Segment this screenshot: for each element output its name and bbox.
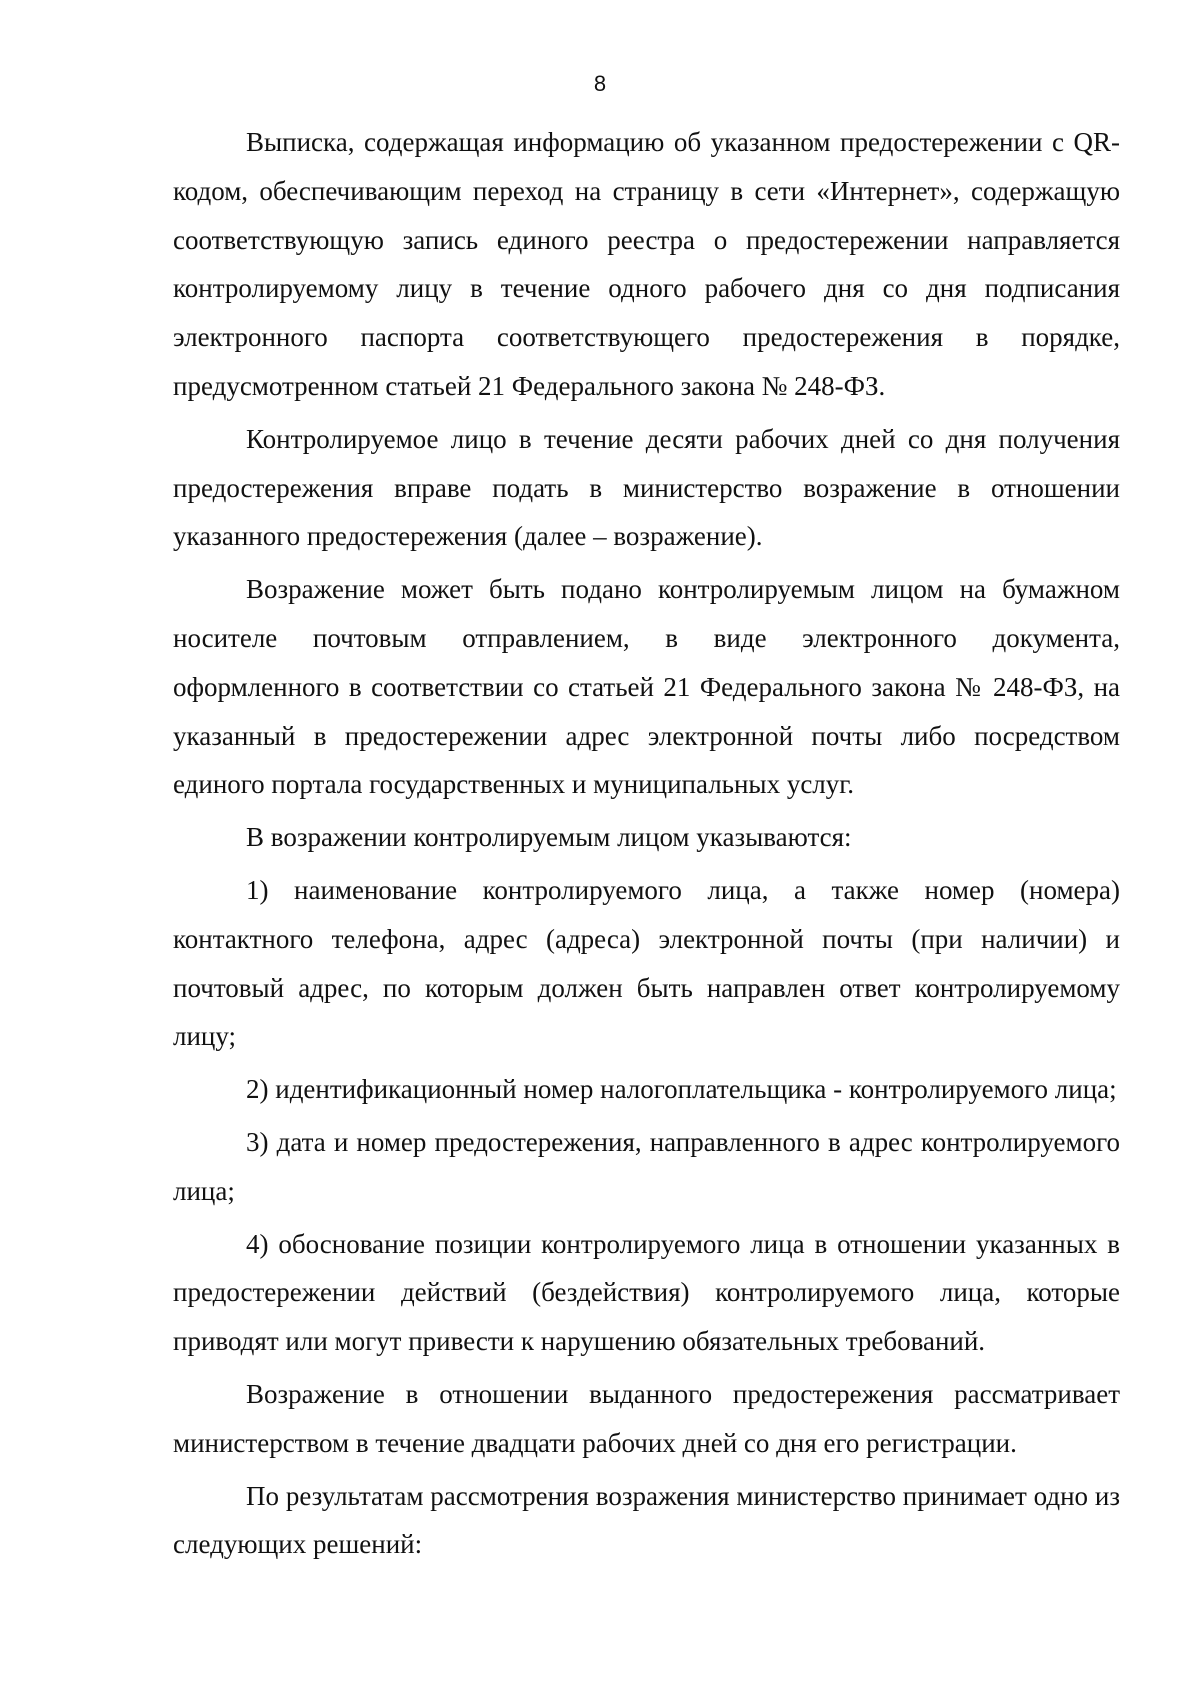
list-item-1: 1) наименование контролируемого лица, а также номер (номера) контактного телефона, адрес (адреса) электронной почты (при наличии) и почтовый адрес, по которым должен быть направлен ответ контролируемому лицу; (173, 874, 1120, 1052)
paragraph-extract-sending: Выписка, содержащая информацию об указанном предостережении с QR-кодом, обеспечивающим переход на страницу в сети «Интернет», содержащую соответствующую запись единого реестра о предостережении направляется контролируемому лицу в течение одного рабочего дня со дня подписания электронного паспорта соответствующего предостережения в порядке, предусмотренном статьей 21 Федерального закона № 248-ФЗ. (173, 127, 1120, 401)
paragraph-objection-right: Контролируемое лицо в течение десяти рабочих дней со дня получения предостережения вправе подать в министерство возражение в отношении указанного предостережения (далее – возражение). (173, 423, 1120, 552)
paragraph-objection-contents-intro: В возражении контролируемым лицом указываются: (246, 822, 852, 853)
list-item-2: 2) идентификационный номер налогоплательщика - контролируемого лица; (246, 1074, 1117, 1105)
page-number: 8 (593, 71, 607, 96)
list-item-3: 3) дата и номер предостережения, направленного в адрес контролируемого лица; (173, 1126, 1120, 1206)
list-item-4: 4) обоснование позиции контролируемого лица в отношении указанных в предостережении действий (бездействия) контролируемого лица, которые приводят или могут привести к нарушению обязательных требований. (173, 1228, 1120, 1357)
paragraph-review-results: По результатам рассмотрения возражения министерство принимает одно из следующих решений: (173, 1480, 1120, 1560)
paragraph-objection-review: Возражение в отношении выданного предостережения рассматривает министерством в течение двадцати рабочих дней со дня его регистрации. (173, 1378, 1120, 1458)
paragraph-objection-submission: Возражение может быть подано контролируемым лицом на бумажном носителе почтовым отправлением, в виде электронного документа, оформленного в соответствии со статьей 21 Федерального закона № 248-ФЗ, на указанный в предостережении адрес электронной почты либо посредством единого портала государственных и муниципальных услуг. (173, 574, 1120, 800)
document-body (173, 118, 1120, 1573)
